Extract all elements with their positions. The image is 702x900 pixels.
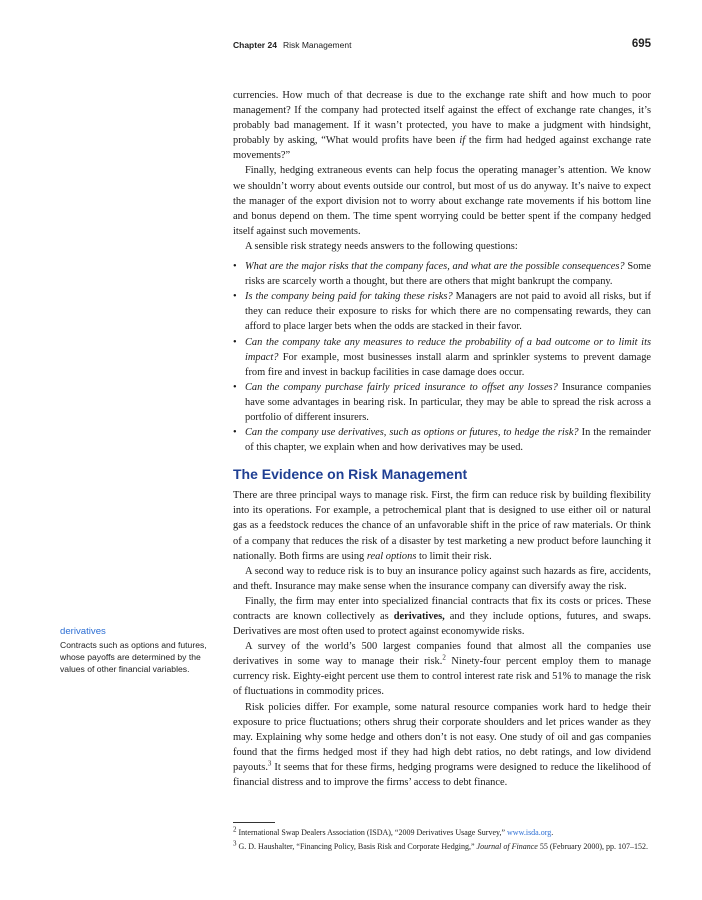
page-number: 695 bbox=[631, 38, 651, 50]
list-item: • Is the company being paid for taking these risks? Managers are not paid to avoid all risks, but if they can reduce their exposure to risks for which there are no compensating rewards, they can afford to place larger bets when the odds are stacked in their favor. bbox=[233, 291, 651, 333]
glossary-term: derivatives bbox=[60, 626, 106, 637]
footnote-ref-2[interactable]: 2 bbox=[442, 653, 446, 662]
margin-glossary bbox=[60, 626, 220, 676]
footnote-2: $^2$ International Swap Dealers Association (ISDA), “2009 Derivatives Usage Survey,” www.isda.org. bbox=[233, 825, 554, 837]
running-header bbox=[233, 40, 651, 54]
footnotes bbox=[233, 822, 651, 855]
section-paragraph-5: Risk policies differ. For example, some natural resource companies work hard to hedge their exposure to price fluctuations; others shrug their corporate shoulders and let prices wander as they may. Explaining why some hedge and others don’t is not easy. One study of oil and gas companies found that the firms hedged most if they had high debt ratios, no debt ratings, and low dividend payouts.$^3$ It seems that for these firms, hedging programs were designed to reduce the likelihood of financial distress and to improve the firms’ access to debt finance. bbox=[233, 701, 651, 789]
intro-paragraph-1: currencies. How much of that decrease is due to the exchange rate shift and how much to poor management? If the company had protected itself against the effect of exchange rate changes, it’s probably bad management. If it wasn’t protected, you have to make a judgment with hindsight, probably by asking, “What would profits have been if the firm had hedged against exchange rate movements?” bbox=[233, 90, 651, 162]
footnote-ref-3[interactable]: 3 bbox=[267, 759, 272, 768]
bullet-icon: • bbox=[233, 261, 237, 273]
main-text-column bbox=[233, 88, 651, 790]
intro-paragraph-3: A sensible risk strategy needs answers to the following questions: bbox=[245, 240, 518, 252]
list-item: • What are the major risks that the company faces, and what are the possible consequences? Some risks are scarcely worth a thought, but there are others that might bankrupt the company. bbox=[233, 261, 651, 288]
bullet-icon: • bbox=[233, 336, 237, 348]
isda-link[interactable]: www.isda.org bbox=[507, 828, 552, 837]
section-label: Risk Management bbox=[282, 40, 352, 50]
list-item: • Can the company purchase fairly priced insurance to offset any losses? Insurance companies have some advantages in bearing risk. In particular, they may be able to spread the risk across a portfolio of different insurers. bbox=[233, 381, 651, 423]
bullet-icon: • bbox=[233, 291, 237, 303]
section-paragraph-4: A survey of the world’s 500 largest companies found that almost all the companies use derivatives in some way to manage their risk.$^2$ Ninety-four percent employ them to manage currency risk. Eighty-eight percent use them to control interest rate risk and 51% to manage the risk of fluctuations in commodity prices. bbox=[233, 641, 652, 698]
risk-questions-list bbox=[233, 259, 651, 455]
section-heading: The Evidence on Risk Management bbox=[233, 466, 468, 483]
section-paragraph-3: Finally, the firm may enter into specialized financial contracts that fix its costs or prices. These contracts are known collectively as derivatives, and they include options, futures, and swaps. Derivatives are most often used to protect against economywide risks. bbox=[233, 595, 651, 638]
section-paragraph-2: A second way to reduce risk is to buy an insurance policy against such hazards as fire, accidents, and theft. Insurance may make sense when the insurance company can diversify away the risk. bbox=[233, 565, 651, 592]
glossary-definition: Contracts such as options and futures, whose payoffs are determined by the values of other financial variables. bbox=[60, 639, 207, 674]
chapter-label: Chapter 24 bbox=[233, 40, 277, 50]
bullet-icon: • bbox=[233, 427, 237, 439]
derivatives-term: derivatives, bbox=[393, 611, 445, 622]
footnote-3: $^3$ G. D. Haushalter, “Financing Policy, Basis Risk and Corporate Hedging,” Journal of Finance 55 (February 2000), pp. 107–152. bbox=[233, 839, 649, 851]
section-paragraph-1: There are three principal ways to manage risk. First, the firm can reduce risk by building flexibility into its operations. For example, a petrochemical plant that is designed to use either oil or natural gas as a feedstock reduces the chance of an unfavorable shift in the price of raw materials. Or think of a company that reduces the risk of a disaster by test marketing a new product before launching it nationally. Both firms are using real options to limit their risk. bbox=[233, 490, 651, 562]
list-item: • Can the company use derivatives, such as options or futures, to hedge the risk? In the remainder of this chapter, we explain when and how derivatives may be used. bbox=[233, 427, 651, 454]
list-item: • Can the company take any measures to reduce the probability of a bad outcome or to limit its impact? For example, most businesses install alarm and sprinkler systems to prevent damage from fire and invest in backup facilities in case damage does occur. bbox=[233, 336, 651, 378]
intro-paragraph-2: Finally, hedging extraneous events can help focus the operating manager’s attention. We know we shouldn’t worry about events outside our control, but most of us do anyway. It’s naive to expect the manager of the export division not to worry about exchange rate movements if his bottom line and bonus depend on them. The time spent worrying could be better spent if the company hedged itself against such movements. bbox=[233, 165, 651, 237]
footnote-divider bbox=[233, 822, 275, 823]
bullet-icon: • bbox=[233, 381, 237, 393]
